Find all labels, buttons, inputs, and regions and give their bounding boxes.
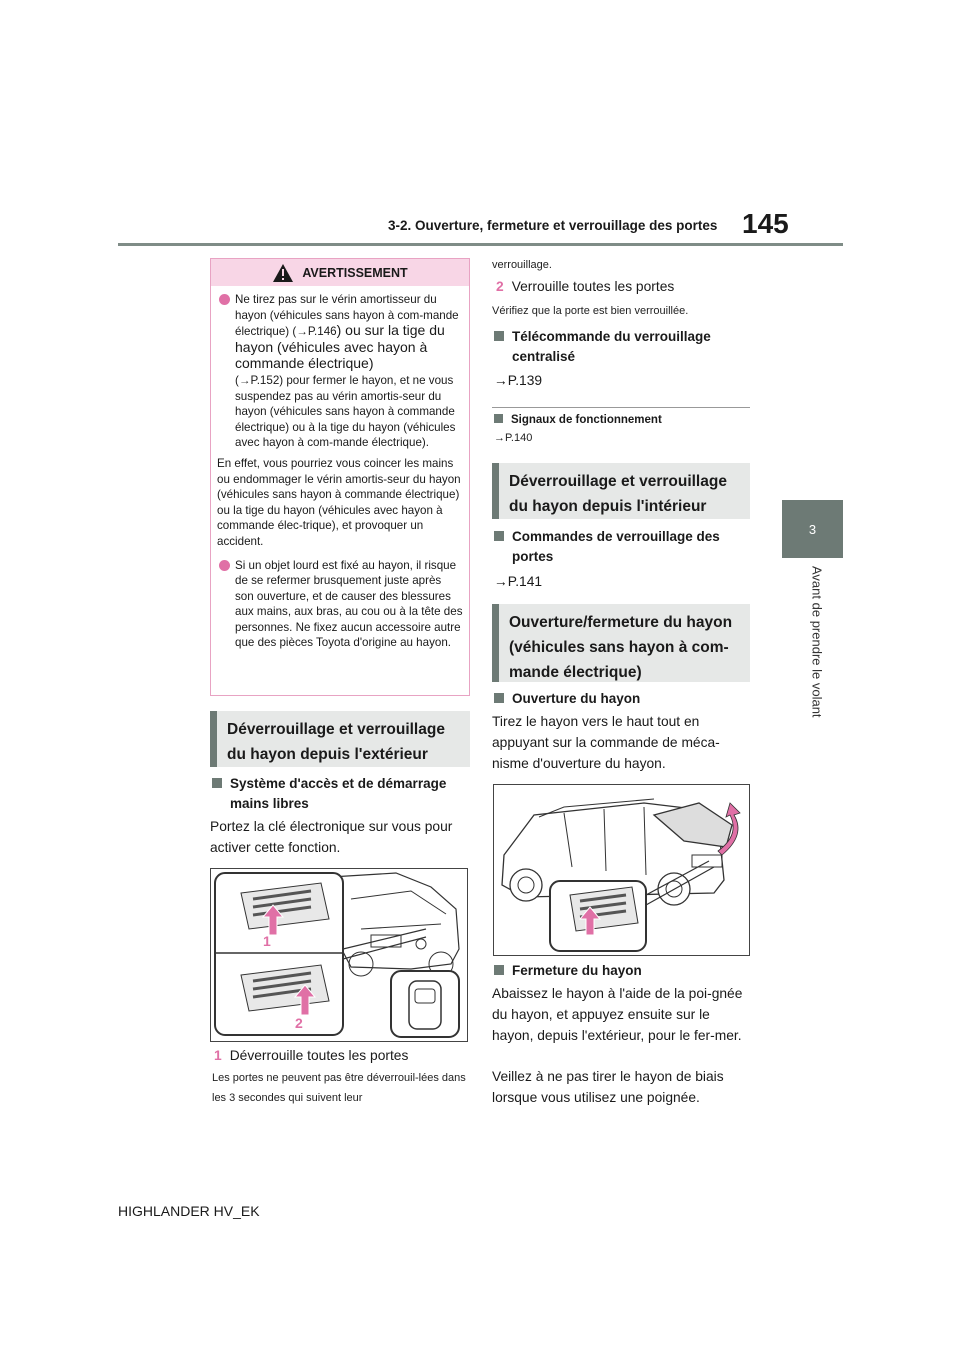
step-number: 2 [496,279,504,294]
bullet-icon [219,294,230,305]
illustration-smart-entry [210,868,468,1042]
page-ref-link[interactable]: →P.141 [494,574,543,589]
header-divider [118,243,843,246]
step-number: 1 [214,1048,222,1063]
page-ref-link[interactable]: →P.152 [238,373,280,387]
figure-label: 1 [263,933,271,949]
chapter-title [807,566,827,726]
body-text: Tirez le hayon vers le haut tout en appuyant sur la commande de méca-nisme d'ouverture du hayon. [492,714,720,771]
warning-box [210,258,470,696]
section-heading: Déverrouillage et verrouillage du hayon depuis l'extérieur [210,711,470,767]
body-text: Portez la clé électronique sur vous pour activer cette fonction. [210,819,453,855]
page-ref-link[interactable]: →P.146 [296,325,337,339]
square-bullet-icon [494,693,504,703]
bullet-icon [219,560,230,571]
subheading: Système d'accès et de démarrage mains libres [212,774,472,814]
section-header: 3-2. Ouverture, fermeture et verrouillage des portes [388,218,718,233]
body-text: Veillez à ne pas tirer le hayon de biais lorsque vous utilisez une poignée. [492,1069,724,1105]
page-ref-link[interactable]: →P.140 [494,432,533,444]
suv-tailgate-illustration [494,785,751,957]
warning-item: Si un objet lourd est fixé au hayon, il risque de se refermer brusquement juste après son ouverture, et de causer des blessures aux mains, aux bras, au cou ou à la tête des personnes. Ne fixez aucun accessoire autre que des pièces Toyota d'origine au hayon. [217,558,463,652]
square-bullet-icon [494,331,504,341]
subheading: Ouverture du hayon [494,689,754,709]
step-item: 1 Déverrouille toutes les portes [214,1048,409,1063]
subheading: Fermeture du hayon [494,961,754,981]
body-text: Abaissez le hayon à l'aide de la poi-gnée du hayon, et appuyez ensuite sur le hayon, depuis l'extérieur, pour le fer-mer. [492,986,743,1043]
section-heading: Ouverture/fermeture du hayon (véhicules sans hayon à com-mande électrique) [492,604,750,682]
subheading: Signaux de fonctionnement [494,410,662,430]
page-number: 145 [742,208,789,239]
warning-title: AVERTISSEMENT [302,265,408,280]
square-bullet-icon [212,778,222,788]
square-bullet-icon [494,965,504,975]
warning-paragraph: En effet, vous pourriez vous coincer les mains ou endommager le vérin amortis-seur du hayon (véhicules sans hayon à commande électrique) ou la tige du hayon (véhicules avec hayon à commande élec-trique), et provoquer un accident. [217,456,461,548]
square-bullet-icon [494,414,503,423]
warning-header [211,259,469,286]
figure-label: 2 [295,1015,303,1031]
note-text: verrouillage. [492,259,552,271]
divider [492,407,750,408]
note-text: Vérifiez que la porte est bien verrouillée. [492,305,689,317]
page-ref-link[interactable]: →P.139 [494,373,543,388]
illustration-tailgate-opening [493,784,750,956]
chapter-tab[interactable]: 3 [782,500,843,558]
step-item: 2 Verrouille toutes les portes [496,279,675,294]
note-text: Les portes ne peuvent pas être déverrouil-lées dans les 3 secondes qui suivent leur [212,1072,466,1104]
warning-icon [272,263,294,283]
footer-model: HIGHLANDER HV_EK [118,1203,260,1219]
chapter-title-text: Avant de prendre le volant [809,566,825,718]
section-heading: Déverrouillage et verrouillage du hayon depuis l'intérieur [492,463,750,519]
subheading: Commandes de verrouillage des portes [494,527,754,567]
subheading: Télécommande du verrouillage centralisé [494,327,754,367]
car-door-handle-illustration [211,869,469,1043]
square-bullet-icon [494,531,504,541]
warning-item: Ne tirez pas sur le vérin amortisseur du hayon (véhicules sans hayon à com-mande électrique) (→P.146) ou sur la tige du hayon (véhicules avec hayon à commande électrique) (→P.152) pour fermer le hayon, et ne vous suspendez pas au vérin amortis-seur du hayon (véhicules sans hayon à commande électrique) ou à la tige du hayon (véhicules avec hayon à com-mande électrique). [217,292,463,451]
